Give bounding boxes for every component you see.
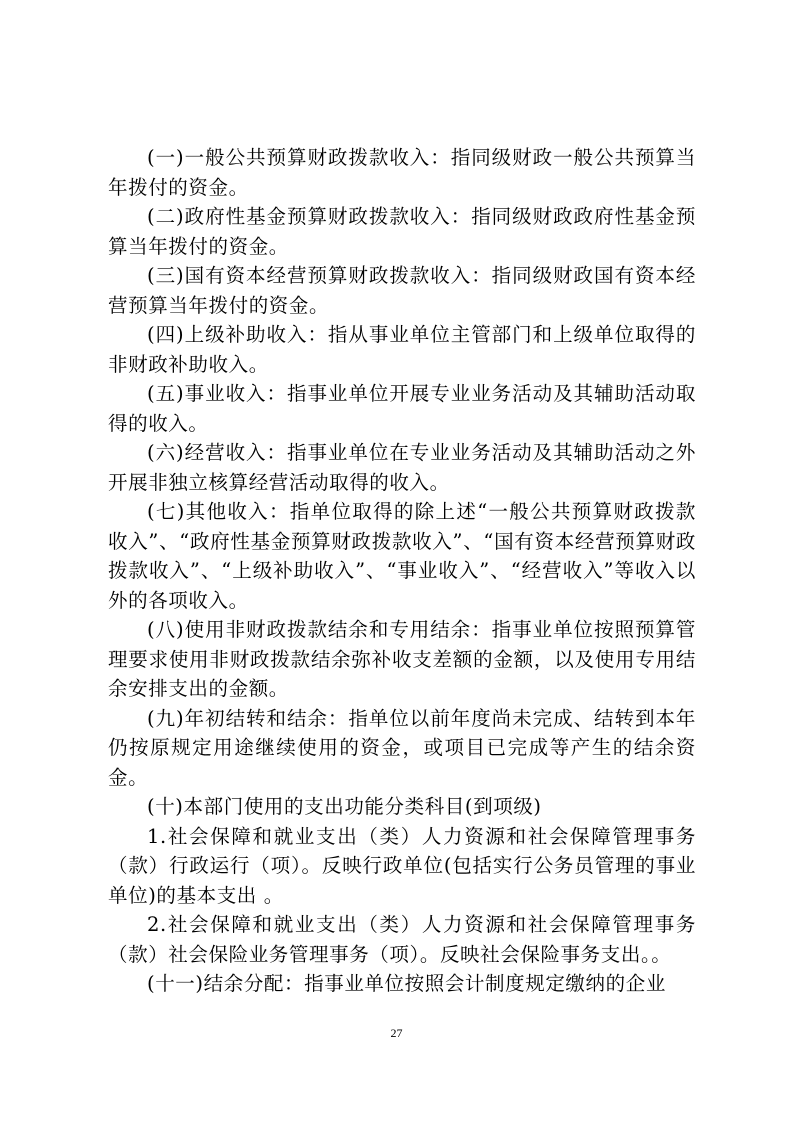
paragraph-use-of-balances: (八)使用非财政拨款结余和专用结余：指事业单位按照预算管理要求使用非财政拨款结余弥补收支差额的金额，以及使用专用结余安排支出的金额。 [108,618,696,700]
paragraph-business-income: (五)事业收入：指事业单位开展专业业务活动及其辅助活动取得的收入。 [108,382,696,435]
paragraph-superior-subsidy: (四)上级补助收入：指从事业单位主管部门和上级单位取得的非财政补助收入。 [108,323,696,376]
paragraph-state-capital-allocation: (三)国有资本经营预算财政拨款收入：指同级财政国有资本经营预算当年拨付的资金。 [108,264,696,317]
paragraph-item-social-insurance-management: 2.社会保障和就业支出（类）人力资源和社会保障管理事务（款）社会保险业务管理事务（项）。反映社会保险事务支出。。 [108,913,696,966]
paragraph-carryover-balances: (九)年初结转和结余：指单位以前年度尚未完成、结转到本年仍按原规定用途继续使用的资金，或项目已完成等产生的结余资金。 [108,706,696,789]
paragraph-government-fund-allocation: (二)政府性基金预算财政拨款收入：指同级财政政府性基金预算当年拨付的资金。 [108,205,696,258]
paragraph-operating-income: (六)经营收入：指事业单位在专业业务活动及其辅助活动之外开展非独立核算经营活动取得的收入。 [108,441,696,494]
paragraph-surplus-distribution: (十一)结余分配：指事业单位按照会计制度规定缴纳的企业 [147,972,666,995]
paragraph-general-budget-allocation: (一)一般公共预算财政拨款收入：指同级财政一般公共预算当年拨付的资金。 [108,146,696,199]
paragraph-other-income: (七)其他收入：指单位取得的除上述“一般公共预算财政拨款收入”、“政府性基金预算财政拨款收入”、“国有资本经营预算财政拨款收入”、“上级补助收入”、“事业收入”、“经营收入”等收入以外的各项收入。 [108,500,696,612]
document-body [108,143,696,999]
paragraph-item-administrative-operation: 1.社会保障和就业支出（类）人力资源和社会保障管理事务（款）行政运行（项）。反映行政单位(包括实行公务员管理的事业单位)的基本支出 。 [108,824,696,907]
paragraph-expenditure-classification: (十)本部门使用的支出功能分类科目(到项级) [147,795,542,818]
page-number: 27 [390,1026,403,1040]
